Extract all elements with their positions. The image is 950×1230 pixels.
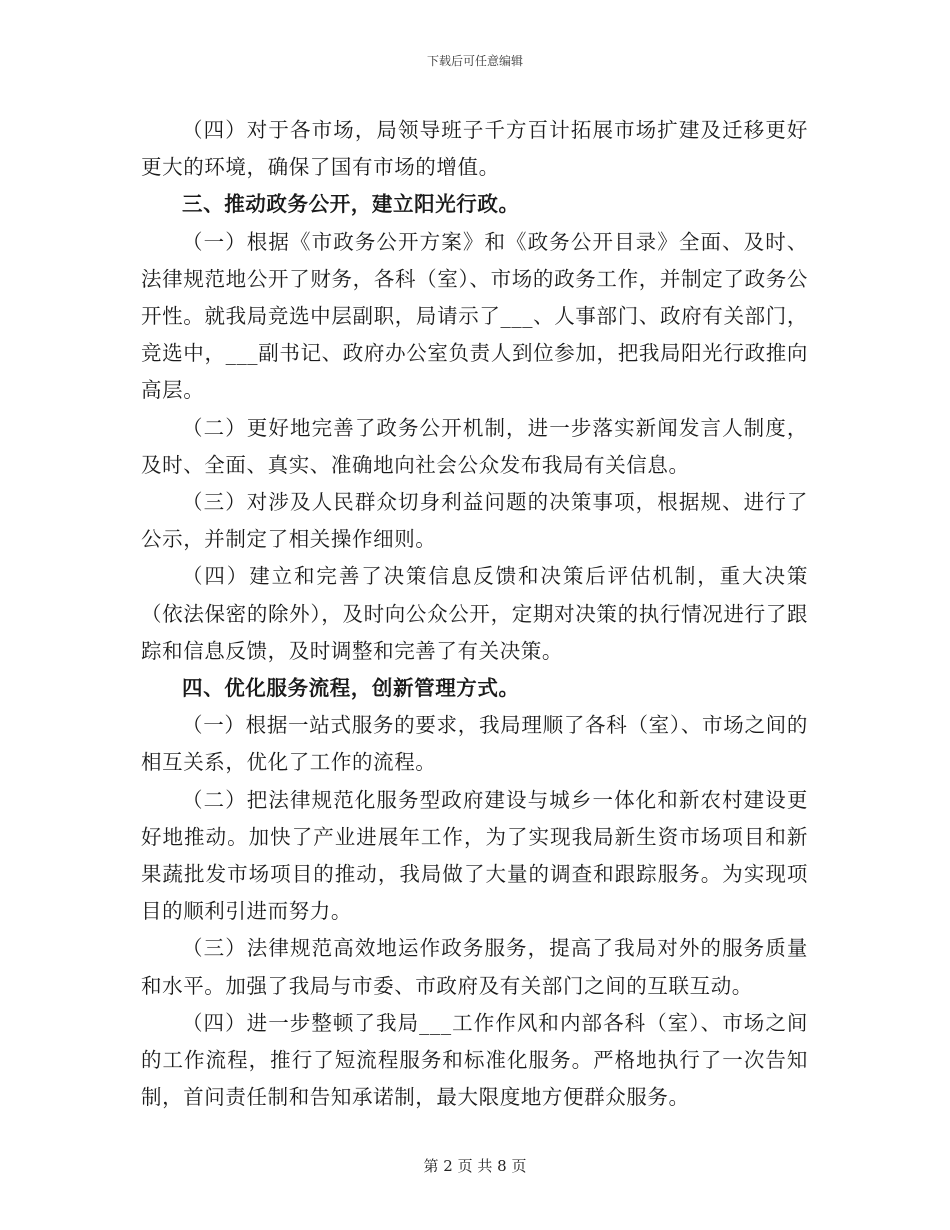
section-heading: 四、优化服务流程，创新管理方式。 bbox=[182, 676, 520, 701]
paragraph: （四）进一步整顿了我局___工作作风和内部各科（室）、市场之间的工作流程，推行了短流程服务和标准化服务。严格地执行了一次告知制，首问责任制和告知承诺制，最大限度地方便群众服务。 bbox=[141, 1010, 808, 1110]
paragraph: （四）建立和完善了决策信息反馈和决策后评估机制，重大决策（依法保密的除外），及时向公众公开，定期对决策的执行情况进行了跟踪和信息反馈，及时调整和完善了有关决策。 bbox=[141, 564, 808, 663]
section-heading: 三、推动政务公开，建立阳光行政。 bbox=[182, 192, 520, 217]
paragraph: （一）根据《市政务公开方案》和《政务公开目录》全面、及时、法律规范地公开了财务，各科（室）、市场的政务工作，并制定了政务公开性。就我局竞选中层副职，局请示了___、人事部门、政府有关部门，竞选中，___副书记、政府办公室负责人到位参加，把我局阳光行政推向高层。 bbox=[141, 229, 808, 403]
paragraph: （三）对涉及人民群众切身利益问题的决策事项，根据规、进行了公示，并制定了相关操作细则。 bbox=[141, 490, 808, 552]
paragraph: （一）根据一站式服务的要求，我局理顺了各科（室）、市场之间的相互关系，优化了工作的流程。 bbox=[141, 713, 808, 775]
paragraph: （二）把法律规范化服务型政府建设与城乡一体化和新农村建设更好地推动。加快了产业进展年工作，为了实现我局新生资市场项目和新果蔬批发市场项目的推动，我局做了大量的调查和跟踪服务。为实现项目的顺利引进而努力。 bbox=[141, 787, 808, 924]
page-number: 第 2 页 共 8 页 bbox=[423, 1157, 527, 1175]
document-body bbox=[141, 112, 808, 1116]
paragraph: （三）法律规范高效地运作政务服务，提高了我局对外的服务质量和水平。加强了我局与市委、市政府及有关部门之间的互联互动。 bbox=[141, 936, 808, 998]
paragraph: （四）对于各市场，局领导班子千方百计拓展市场扩建及迁移更好更大的环境，确保了国有市场的增值。 bbox=[141, 118, 808, 180]
page-header-note: 下载后可任意编辑 bbox=[426, 54, 523, 68]
paragraph: （二）更好地完善了政务公开机制，进一步落实新闻发言人制度，及时、全面、真实、准确地向社会公众发布我局有关信息。 bbox=[141, 415, 808, 477]
